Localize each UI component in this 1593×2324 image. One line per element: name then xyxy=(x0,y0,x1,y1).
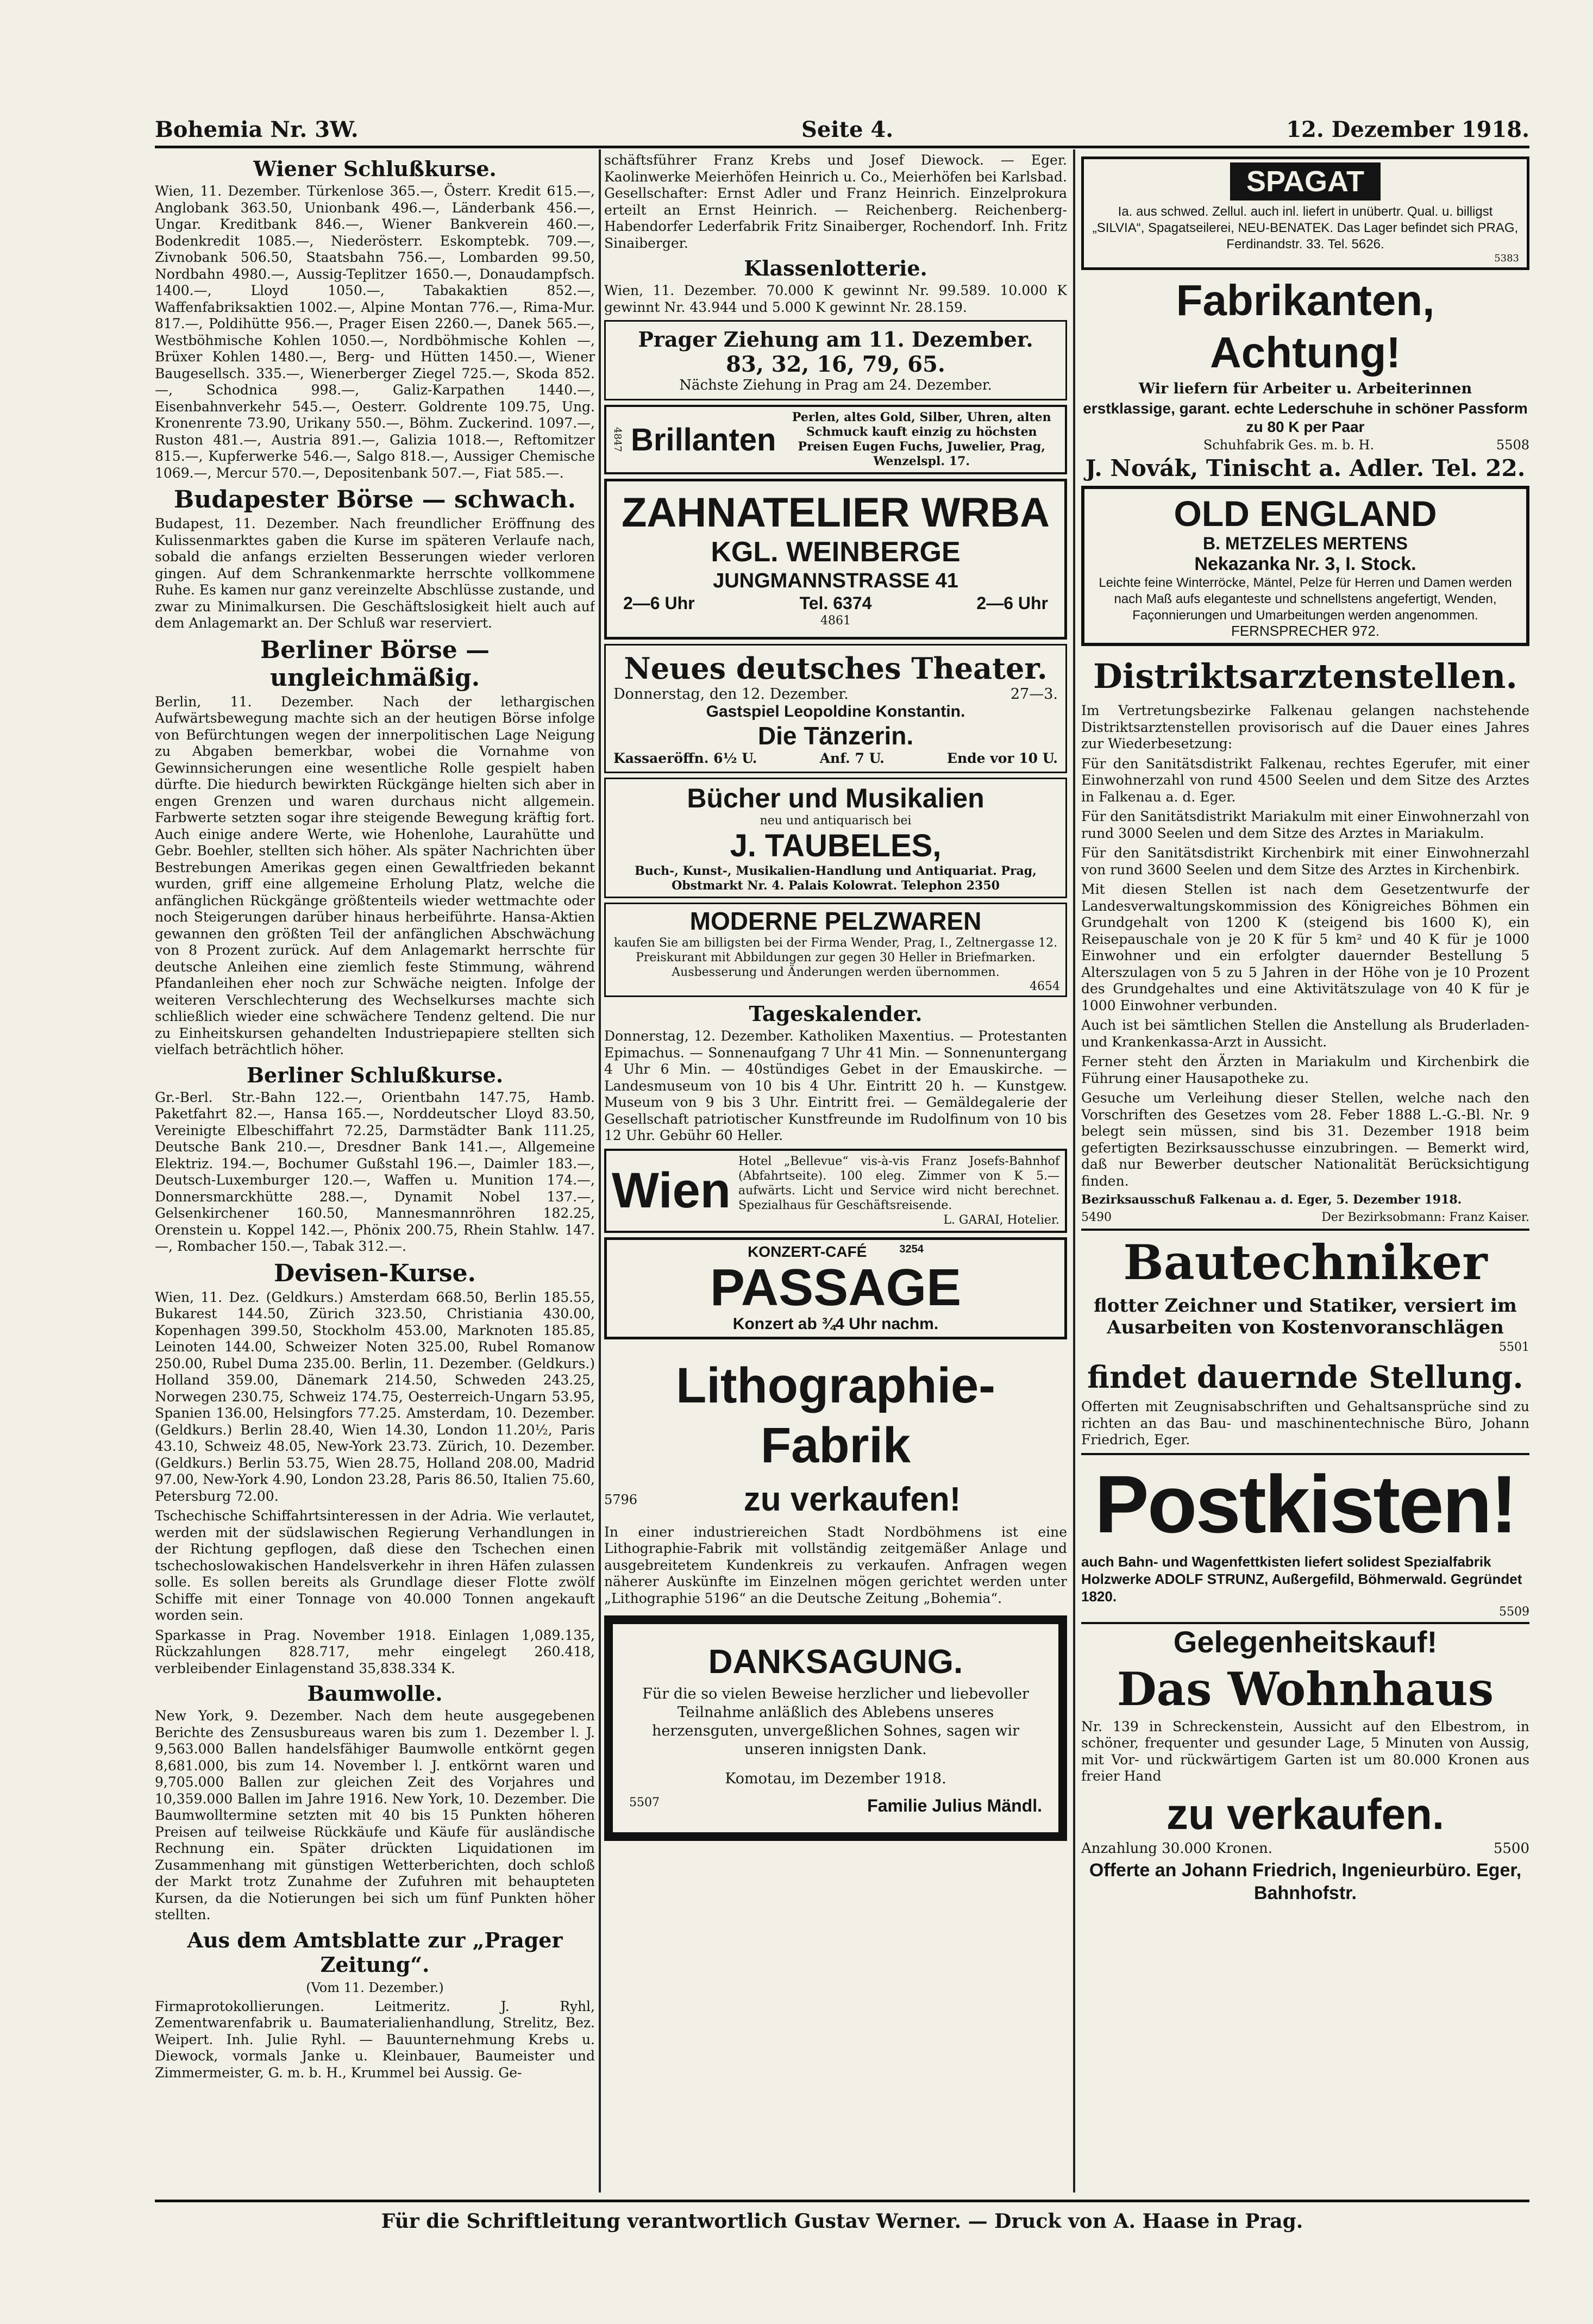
litho-row xyxy=(604,1475,1067,1524)
ad-number: 5508 xyxy=(1496,437,1529,453)
tech-title: Bautechniker xyxy=(1123,1234,1488,1291)
ad-number: 5500 xyxy=(1493,1840,1529,1857)
tailor-title: OLD ENGLAND xyxy=(1174,493,1437,534)
jeweler-ad xyxy=(604,405,1067,474)
article-text: Wien, 11. Dezember. Türkenlose 365.—, Österr. Kredit 615.—, Anglobank 363.50, Unionbank 496.—, Länderbank 456.—, Ungar. Kreditbank 846.—, Wiener Bankverein 460.—, Bodenkredit 1085.—, Niederösterr. Eskomptebk. 709.—, Zivnobank 506.50, Staatsbahn 756.—, Lombarden 99.50, Nordbahn 4980.—, Aussig-Teplitzer 1650.—, Donaudampfsch. 1400.—, Lloyd 1050.—, Tabakaktien 852.—, Waffenfabriksaktien 1002.—, Alpine Montan 776.—, Rima-Mur. 817.—, Poldihütte 956.—, Prager Eisen 2260.—, Danek 565.—, Westböhmische Kohlen 1050.—, Nordböhmische Kohlen —, Brüxer Kohlen 1480.—, Berg- und Hütten 1450.—, Wiener Baugesellsch. 335.—, Wienerberger Ziegel 725.—, Skoda 852.—, Schodnica 998.—, Galiz-Karpathen 1440.—, Eisenbahnverkehr 545.—, Oesterr. Goldrente 109.75, Ung. Kronenrente 73.90, Urikany 550.—, Böhm. Zuckerind. 1097.—, Ruston 481.—, Austria 891.—, Galizia 1018.—, Reftomitzer 815.—, Kupferwerke 546.—, Salgo 818.—, Aussiger Chemische 1069.—, Mercur 570.—, Depositenbank 507.—, Fiat 585.—. xyxy=(155,183,595,481)
ad-number: 5509 xyxy=(1499,1605,1529,1619)
ad-number: 4861 xyxy=(820,614,851,628)
theater-guest: Gastspiel Leopoldine Konstantin. xyxy=(706,703,965,721)
hotel-city: Wien xyxy=(612,1162,731,1218)
ad-number: 27—3. xyxy=(1010,686,1058,703)
article-text: Berlin, 11. Dezember. Nach der lethargischen Aufwärtsbewegung machte sich an der heutigen Börse infolge von Befürchtungen wegen der innerpolitischen Lage Neigung zu Abgaben bemerkbar, wobei die Vornahme von Gewinnsicherungen eine wesentliche Rolle gespielt haben dürfte. Die hiedurch bewirkten Rückgänge hielten sich aber in engen Grenzen und waren durchaus nicht allgemein. Farbwerte setzten sogar ihre steigende Bewegung kräftig fort. Auch einige andere Werte, wie Hohenlohe, Laurahütte und Gebr. Boehler, stellten sich höher. Als später Nachrichten über Bestrebungen Amerikas gegen einen Gewaltfrieden bekannt wurden, griff eine allgemeine Erholung Platz, welche die anfänglichen Rückgänge größtenteils wieder wettmachte oder noch Steigerungen darüber hinaus herbeiführte. Hansa-Aktien gewannen den größten Teil der anfänglichen Abschwächung von 8 Prozent zurück. Auf dem Anlagemarkt herrschte für deutsche Anleihen eine ziemlich feste Stimmung, während Pfandanleihen eher noch zur Schwäche neigten. Infolge der weiteren Verschlechterung des Wechselkurses machte sich schließlich wieder eine schwächere Tendenz geltend. Die nur zu Einheitskursen gehandelten Industriepapiere stellten sich vielfach beträchtlich höher. xyxy=(155,693,595,1057)
hotel-text: Hotel „Bellevue“ vis-à-vis Franz Josefs-Bahnhof (Abfahrtseite). 100 eleg. Zimmer von K 5.— aufwärts. Licht und Service wird nicht berechnet. Spezialhaus für Geschäftsreisende. xyxy=(738,1154,1059,1212)
theater-title: Neues deutsches Theater. xyxy=(624,651,1048,686)
thanks-signature: Familie Julius Mändl. xyxy=(867,1796,1042,1815)
theater-times xyxy=(613,750,1058,766)
lottery-numbers: 83, 32, 16, 79, 65. xyxy=(726,352,945,377)
column-divider xyxy=(599,149,601,2193)
article-text: Wien, 11. Dezember. 70.000 K gewinnt Nr. 99.589. 10.000 K gewinnt Nr. 43.944 und 5.000 K gewinnt Nr. 28.159. xyxy=(604,283,1067,315)
house-down-payment: Anzahlung 30.000 Kronen. xyxy=(1081,1840,1273,1857)
house-title: Gelegenheitskauf! xyxy=(1173,1624,1438,1659)
theater-play: Die Tänzerin. xyxy=(757,722,914,750)
article-sign: Bezirksausschuß Falkenau a. d. Eger, 5. Dezember 1918. xyxy=(1081,1193,1462,1207)
column-divider xyxy=(1073,149,1075,2193)
litho-sub: zu verkaufen! xyxy=(743,1480,961,1518)
box-office-time: Kassaeröffn. 6½ U. xyxy=(613,750,757,766)
section-heading: Tageskalender. xyxy=(749,1001,923,1026)
shoe-ad xyxy=(1081,274,1529,481)
ad-number: 5490 xyxy=(1081,1211,1112,1224)
house-sell: zu verkaufen. xyxy=(1166,1789,1445,1838)
phone-number: Tel. 6374 xyxy=(799,593,872,613)
tailor-phone: FERNSPRECHER 972. xyxy=(1231,623,1380,639)
fur-title: MODERNE PELZWAREN xyxy=(689,907,982,935)
article-text: Gesuche um Verleihung dieser Stellen, welche nach den Vorschriften des Gesetzes vom 28. Feber 1888 L.-G.-Bl. Nr. 9 belegt sein müssen, sind bis 31. Dezember 1918 beim gefertigten Bezirksausschusse einzubringen. — Bemerkt wird, daß nur Bewerber deutscher Nationalität Berücksichtigung finden. xyxy=(1081,1090,1529,1189)
tailor-text: Leichte feine Winterröcke, Mäntel, Pelze für Herren und Damen werden nach Maß aufs eleganteste und schnellstens angefertigt, Wenden, Façonnierungen und Umarbeitungen werden angenommen. xyxy=(1099,575,1512,623)
article-text: Gr.-Berl. Str.-Bahn 122.—, Orientbahn 147.75, Hamb. Paketfahrt 82.—, Hansa 165.—, Norddeutscher Lloyd 83.50, Vereinigte Elbeschiffahrt 72.25, Darmstädter Bank 111.25, Deutsche Bank 210.—, Dresdner Bank 141.—, Allgemeine Elektriz. 194.—, Bochumer Gußstahl 196.—, Daimler 183.—, Deutsch-Luxemburger 120.—, Waffen u. Munition 174.—, Donnersmarckhütte 288.—, Dynamit Nobel 137.—, Gelsenkirchener 160.50, Mannesmannröhren 182.25, Orenstein u. Koppel 142.—, Phönix 200.75, Rhein Stahlw. 147.—, Rombacher 150.—, Tabak 312.—. xyxy=(155,1089,595,1254)
page-number: Seite 4. xyxy=(801,117,894,142)
article-text: Für den Sanitätsdistrikt Mariakulm mit einer Einwohnerzahl von rund 3000 Seelen und dem Sitze des Arztes in Mariakulm. xyxy=(1081,809,1529,841)
cafe-sub: Konzert ab ¾4 Uhr nachm. xyxy=(732,1314,939,1333)
article-text: Für den Sanitätsdistrikt Falkenau, rechtes Egerufer, mit einer Einwohnerzahl von rund 4500 Seelen und dem Sitze des Arztes in Falkenau a. d. Eger. xyxy=(1081,755,1529,805)
thanks-ad xyxy=(604,1615,1067,1841)
start-time: Anf. 7 U. xyxy=(819,750,885,766)
article-text: Offerten mit Zeugnisabschriften und Gehaltsansprüche sind zu richten an das Bau- und maschinentechnische Büro, Johann Friedrich, Eger. xyxy=(1081,1399,1529,1448)
cafe-top xyxy=(610,1243,1061,1261)
section-heading: Budapester Börse — schwach. xyxy=(174,486,576,513)
section-heading: Klassenlotterie. xyxy=(744,256,927,280)
ad-number: 3254 xyxy=(899,1243,924,1255)
section-heading: Devisen-Kurse. xyxy=(274,1259,476,1287)
cafe-title: PASSAGE xyxy=(710,1258,962,1317)
ad-number: 4847 xyxy=(612,427,623,452)
article-text: Für den Sanitätsdistrikt Kirchenbirk mit einer Einwohnerzahl von rund 3600 Seelen und dem Sitze des Arztes in Kirchenbirk. xyxy=(1081,845,1529,878)
shoe-text: Wir liefern für Arbeiter u. Arbeiterinnen xyxy=(1138,380,1472,397)
shoe-company: Schuhfabrik Ges. m. b. H. xyxy=(1203,437,1375,453)
shoe-company-row xyxy=(1081,437,1529,453)
bookstore-title: Bücher und Musikalien xyxy=(687,783,984,813)
tailor-ad xyxy=(1081,486,1529,646)
bookstore-ad xyxy=(604,778,1067,898)
shoe-text: erstklassige, garant. echte Lederschuhe in schöner Passform zu 80 K per Paar xyxy=(1083,400,1528,435)
header-rule xyxy=(155,146,1529,148)
tailor-owner: B. METZELES MERTENS xyxy=(1203,534,1408,553)
twine-title: SPAGAT xyxy=(1230,162,1381,201)
hours-left: 2—6 Uhr xyxy=(623,593,695,613)
lottery-title: Prager Ziehung am 11. Dezember. xyxy=(638,327,1033,352)
thanks-sign-row xyxy=(629,1796,1042,1816)
fur-text: kaufen Sie am billigsten bei der Firma Wender, Prag, I., Zeltnergasse 12. Preiskurant mit Abbildungen zur gegen 30 Heller in Briefmarken. Ausbesserung und Änderungen werden übernommen. xyxy=(613,936,1058,979)
house-contact: Offerte an Johann Friedrich, Ingenieurbüro. Eger, Bahnhofstr. xyxy=(1089,1859,1522,1903)
crate-text: auch Bahn- und Wagenfettkisten liefert solidest Spezialfabrik Holzwerke ADOLF STRUNZ, Außergefild, Böhmerwald. Gegründet 1820. xyxy=(1081,1553,1522,1605)
shoe-title: Fabrikanten, Achtung! xyxy=(1176,276,1435,377)
house-pay-row xyxy=(1081,1840,1529,1857)
section-heading: Wiener Schlußkurse. xyxy=(253,156,497,181)
tech-ad xyxy=(1081,1229,1529,1449)
article-text: Tschechische Schiffahrtsinteressen in der Adria. Wie verlautet, werden mit der südslawischen Regierung Verhandlungen in der Richtung gepflogen, daß diese den Tschechen einen tschechoslowakischen Handelsverkehr in ihren Häfen zulassen solle. Es sollen bereits als Grundlage dieser Flotte zwölf Schiffe mit einer Tonnage von 40.000 Tonnen angekauft worden sein. xyxy=(155,1508,595,1623)
column-ads-middle xyxy=(604,152,1067,2195)
bookstore-sub: neu und antiquarisch bei xyxy=(760,814,912,828)
page-header xyxy=(155,117,1529,144)
theater-date: Donnerstag, den 12. Dezember. xyxy=(613,686,849,703)
litho-ad xyxy=(604,1356,1067,1607)
column-ads-right xyxy=(1081,152,1529,2195)
tech-find: findet dauernde Stellung. xyxy=(1087,1360,1523,1395)
end-time: Ende vor 10 U. xyxy=(946,750,1058,766)
dentist-street: JUNGMANNSTRASSE 41 xyxy=(713,569,958,592)
page-footer: Für die Schriftleitung verantwortlich Gustav Werner. — Druck von A. Haase in Prag. xyxy=(155,2200,1529,2233)
hotel-ad xyxy=(604,1149,1067,1233)
section-heading: Baumwolle. xyxy=(307,1681,443,1706)
bookstore-text: Buch-, Kunst-, Musikalien-Handlung und Antiquariat. Prag, Obstmarkt Nr. 4. Palais Kolowrat. Telephon 2350 xyxy=(635,864,1037,893)
crate-ad xyxy=(1081,1453,1529,1619)
article-text: New York, 9. Dezember. Nach dem heute ausgegebenen Berichte des Zensusbureaus waren bis zum 1. Dezember l. J. 9,563.000 Ballen handelsfähiger Baumwolle entkörnt gegen 8,681.000, bis zum 14. November l. J. entkörnt waren und 9,705.000 Ballen zur gleichen Zeit des Vorjahres und 10,359.000 Ballen im Jahre 1916. New York, 10. Dezember. Die Baumwolltermine setzten mit 40 bis 15 Punkten höheren Preisen auf teilweise Rückkäufe und Käufe für ausländische Rechnung ein. Später drückten Liquidationen im Zusammenhang mit günstigen Wetterberichten, doch schloß der Markt trotz Zunahme der Zufuhren mit behaupteten Kursen, da die Notierungen bei sich um fünf Punkten höher stellten. xyxy=(155,1708,595,1922)
article-text: Sparkasse in Prag. November 1918. Einlagen 1,089.135, Rückzahlungen 828.717, mehr eingelegt 260.418, verbleibender Einlagenstand 35,838.334 K. xyxy=(155,1627,595,1676)
section-subheading: (Vom 11. Dezember.) xyxy=(306,1980,444,1995)
theater-date-row xyxy=(613,686,1058,703)
article-text: Im Vertretungsbezirke Falkenau gelangen nachstehende Distriktsarztenstellen provisorisch auf die Dauer eines Jahres zur Wiederbesetzung: xyxy=(1081,703,1529,751)
article-text: Wien, 11. Dez. (Geldkurs.) Amsterdam 668.50, Berlin 185.55, Bukarest 144.50, Zürich 323.50, Christiania 430.00, Kopenhagen 399.50, Stockholm 453.00, Marknoten 185.85, Leinoten 144.00, Schweizer Noten 325.00, Rubel Romanow 250.00, Rubel Duma 235.00. Berlin, 11. Dezember. (Geldkurs.) Holland 359.00, Dänemark 214.50, Schweden 243.25, Norwegen 230.75, Schweiz 174.75, Oesterreich-Ungarn 53.95, Spanien 136.00, Helsingfors 77.25. Amsterdam, 10. Dezember. (Geldkurs.) Berlin 28.40, Wien 14.30, London 11.20½, Paris 43.10, Schweiz 48.05, New-York 23.73. Zürich, 10. Dezember. (Geldkurs.) Berlin 53.75, Wien 28.75, Holland 208.00, Madrid 97.00, New-York 4.90, London 23.28, Paris 86.50, Italien 75.60, Petersburg 72.00. xyxy=(155,1289,595,1504)
article-signature: Der Bezirksobmann: Franz Kaiser. xyxy=(1321,1211,1529,1224)
ad-number: 5383 xyxy=(1494,253,1519,264)
article-text: Auch ist bei sämtlichen Stellen die Anstellung als Bruderladen- und Krankenkassa-Arzt in Aussicht. xyxy=(1081,1017,1529,1050)
section-heading: Distriktsarztenstellen. xyxy=(1093,656,1517,696)
paper-title: Bohemia Nr. 3W. xyxy=(155,117,359,142)
sign-row xyxy=(1081,1211,1529,1224)
lottery-next: Nächste Ziehung in Prag am 24. Dezember. xyxy=(679,377,992,393)
article-text: Nr. 139 in Schreckenstein, Aussicht auf den Elbestrom, in schöner, frequenter und gesunder Lage, 5 Minuten von Aussig, mit Vor- und rückwärtigem Garten ist um 80.000 Kronen aus freier Hand xyxy=(1081,1718,1529,1784)
tailor-address: Nekazanka Nr. 3, I. Stock. xyxy=(1194,554,1416,574)
dentist-title: ZAHNATELIER WRBA xyxy=(621,490,1050,536)
thanks-place: Komotau, im Dezember 1918. xyxy=(725,1770,946,1787)
tech-sub: flotter Zeichner und Statiker, versiert im Ausarbeiten von Kostenvoranschlägen xyxy=(1094,1295,1517,1338)
ad-number: 4654 xyxy=(1030,980,1060,993)
ad-number: 5507 xyxy=(629,1796,660,1809)
cafe-label: KONZERT-CAFÉ xyxy=(748,1243,867,1260)
article-text: Firmaprotokollierungen. Leitmeritz. J. Ryhl, Zementwarenfabrik u. Baumaterialienhandlung, Strelitz, Bez. Weipert. Inh. Julie Ryhl. — Bauunternehmung Krebs u. Diewock, vormals Janke u. Kleinbauer, Baumeister und Zimmermeister, G. m. b. H., Krummel bei Aussig. Ge- xyxy=(155,1998,595,2081)
hotel-owner: L. GARAI, Hotelier. xyxy=(943,1213,1059,1227)
thanks-title: DANKSAGUNG. xyxy=(708,1643,963,1681)
hotel-body xyxy=(738,1154,1059,1227)
lottery-box xyxy=(604,320,1067,400)
dentist-ad xyxy=(604,479,1067,640)
house-heading: Das Wohnhaus xyxy=(1117,1662,1494,1716)
column-finance xyxy=(155,152,595,2195)
twine-ad xyxy=(1081,156,1529,270)
article-text: In einer industriereichen Stadt Nordböhmens ist eine Lithographie-Fabrik mit vollständig zeitgemäßer Anlage und ausgebreitetem Kundenkreis zu verkaufen. Anfragen wegen näherer Auskünfte im Einzelnen mögen gerichtet werden unter „Lithographie 5196“ an die Deutsche Zeitung „Bohemia“. xyxy=(604,1524,1067,1606)
jeweler-text: Perlen, altes Gold, Silber, Uhren, alten Schmuck kauft einzig zu höchsten Preisen Eugen Fuchs, Juwelier, Prag, Wenzelspl. 17. xyxy=(792,410,1051,468)
crate-title: Postkisten! xyxy=(1094,1458,1516,1550)
fur-ad xyxy=(604,903,1067,997)
article-text: Ferner steht den Ärzten in Mariakulm und Kirchenbirk die Führung einer Hausapotheke zu. xyxy=(1081,1054,1529,1086)
article-text: Donnerstag, 12. Dezember. Katholiken Maxentius. — Protestanten Epimachus. — Sonnenaufgang 7 Uhr 41 Min. — Sonnenuntergang 4 Uhr 6 Min. — 40stündiges Gebet in der Emauskirche. — Landesmuseum von 10 bis 4 Uhr. Eintritt 20 h. — Kunstgew. Museum von 9 bis 3 Uhr. Eintritt frei. — Gemäldegalerie der Gesellschaft patriotischer Kunstfreunde im Rudolfinum von 10 bis 12 Uhr. Gebühr 60 Heller. xyxy=(604,1028,1067,1143)
section-heading: Berliner Börse — ungleichmäßig. xyxy=(260,636,490,692)
shoe-address: J. Novák, Tinischt a. Adler. Tel. 22. xyxy=(1085,455,1526,481)
bookstore-name: J. TAUBELES, xyxy=(730,828,942,863)
litho-title: Lithographie-Fabrik xyxy=(676,1357,995,1473)
theater-ad xyxy=(604,644,1067,773)
article-text: schäftsführer Franz Krebs und Josef Diewock. — Eger. Kaolinwerke Meierhöfen Heinrich u. Co., Meierhöfen bei Karlsbad. Gesellschafter: Ernst Adler und Franz Heinrich. Einzelprokura erteilt an Ernst Heinrich. — Reichenberg. Reichenberg-Habendorfer Lederfabrik Fritz Sinaiberger, Rochendorf. Inh. Fritz Sinaiberger. xyxy=(604,152,1067,251)
thanks-text: Für die so vielen Beweise herzlicher und liebevoller Teilnahme anläßlich des Ablebens unseres herzensguten, unvergeßlichen Sohnes, sagen wir unseren innigsten Dank. xyxy=(642,1686,1029,1758)
twine-text: Ia. aus schwed. Zellul. auch inl. liefert in unübertr. Qual. u. billigst „SILVIA“, Spagatseilerei, NEU-BENATEK. Das Lager befindet sich PRAG, Ferdinandstr. 33. Tel. 5626. xyxy=(1092,204,1519,252)
section-heading: Aus dem Amtsblatte zur „Prager Zeitung“. xyxy=(187,1927,563,1977)
cafe-ad xyxy=(604,1237,1067,1339)
dentist-location: KGL. WEINBERGE xyxy=(711,536,961,568)
ad-number: 5796 xyxy=(604,1492,638,1507)
house-ad xyxy=(1081,1622,1529,1905)
dentist-hours xyxy=(612,593,1059,613)
article-text: Mit diesen Stellen ist nach dem Gesetzentwurfe der Landesverwaltungskommission des Königreiches Böhmen ein Grundgehalt von 1200 K (steigend bis 1600 K), ein Reisepauschale von je 20 K für 5 km² und 40 K für je 1000 Einwohner und ein erfolgter dauernder Bestellung 5 Alterszulagen von 5 zu 5 Jahren in der Höhe von je 10 Prozent des Grundgehaltes und eine Aktivitätszulage von 40 K für je 1000 Einwohner verbunden. xyxy=(1081,881,1529,1013)
jeweler-title: Brillanten xyxy=(631,422,776,458)
article-text: Budapest, 11. Dezember. Nach freundlicher Eröffnung des Kulissenmarktes gaben die Kurse im späteren Verlaufe nach, sobald die anfangs erzielten Besserungen wieder verloren gingen. Auf dem Schrankenmarkte herrschte vollkommene Ruhe. Es kamen nur ganz vereinzelte Abschlüsse zustande, und zwar zu Minimalkursen. Die Geschäftslosigkeit hielt auch auf dem Anlagemarkt an. Der Schluß war reserviert. xyxy=(155,516,595,631)
section-heading: Berliner Schlußkurse. xyxy=(246,1062,504,1087)
issue-date: 12. Dezember 1918. xyxy=(1286,117,1529,142)
hours-right: 2—6 Uhr xyxy=(976,593,1048,613)
ad-number: 5501 xyxy=(1499,1340,1529,1354)
